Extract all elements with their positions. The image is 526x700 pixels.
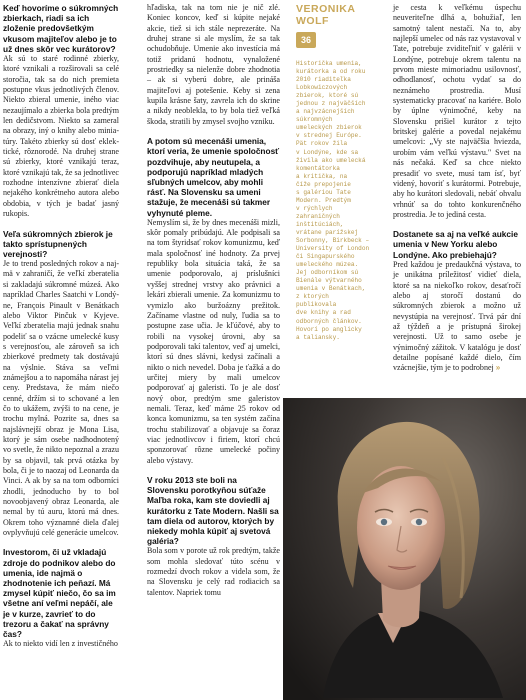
- answer-public-access: Je to trend posledných rokov a najmä v zahraničí, že veľkí zberatelia si zakladajú súkromné múzeá. Ako napríklad Charles Saatchi v Londýne, François Pinault v Benátkach alebo Viktor Pinčuk v Kyjeve. Veľkí zberatelia majú jednak snahu podeliť sa o vzácne umelecké kusy s verejnosťou, ale zároveň sa ich zbierkové predmety tak dostávajú na výslnie. Stáva sa veľmi známejšou a to napomáha nárast jej ceny. Predstava, že mám niečo cenné, držím si to schované a len čo to ukážem, zvýši to na cene, je trochu mylná. Pozrite sa, dnes sa najslávnejší obraz je Mona Lisa, ktorý je sám osebe nadhodnotený vo svetle, že nikto nepoznal a zrazu by sa objavil, tak prvá otázka by bola, či je to naozaj od Leonarda da Vinci. A ak by sa na tom odborníci zhodli, jednoducho by to bol novoobjavený obraz Leonarda, ale nemal by tú auru, ktorú má dnes. Okrem toho významné diela ďalej ovplyvňujú celé generácie umelcov.: [3, 259, 119, 538]
- answer-painting-of-year-cont: je cesta k veľkému úspechu neuveriteľne dlhá a, bohužiaľ, len samotný talent nestačí. Na to, aby najlepší umelec od nás raz vystavoval v Tate, potrebuje zviditeľniť v galérii v Londýne, potrebuje okrem talentu na prvom mieste mimoriadnu usilovnosť, odhodlanosť, ochotu vydať sa do neznámeho prostredia. Musí systematicky pracovať na kariére. Bolo by úplne výnimočné, keby na Slovensku prišiel kurátor z tejto britskej galérie a povedal nejakému umelcovi: „Vy ste najväčšia hviezda, urobím vám veľkú výstavu." Svet na nás nečaká. Keď sa chce niekto presadiť vo svete, musí tam ísť, byť videný, hovoriť s kurátormi. Potrebuje, aby ho kurátori sledovali, nebáť ohvalu vrhnúť sa do tohto konkurenčného prostredia. Je to jediná cesta.: [393, 3, 521, 219]
- answer-collections: Ak sú to staré rodinné zbierky, ktoré vznikali a rozširovali sa celé storočia, tak sa do nich premieta postupne vkus jednotlivých členov. Niekto zbieral umenie, iného viac nezaujímalo a zbierka bola predtým len dedičstvom. Niekto sa zameral na obrazy, iný o knihy alebo miniatúry. Takéto zbierky sú dosť eklektické, rôznorodé. Na druhej strane sú zbierky, ktoré vznikajú teraz, ktoré vznikajú tak, že sa jednotlivec rozhodne intenzívne zbierať diela nejakého konkrétneho autora alebo obdobia, v tých je badať jasný rukopis.: [3, 54, 119, 219]
- answer-patrons: Nemyslím si, že by dnes mecenáši mizli, skôr pomaly pribúdajú. Ale podpisali sa na tom štyridsať rokov komunizmu, keď mala spoločnosť iné hodnoty. Za prvej republiky bola situácia taká, že sa umenie podporovalo, aj príslušníci vyššej strednej vrstvy ako právnici a lekári zbierali umenie. Za komunizmu to vymizlo ako buržoázny prežitok. Začíname vlastne od nuly, ľudia sa to postupne zase učia. Je kľúčové, aby to robili na vysokej úrovni, aby sa podporovali takí talentov, veď aj umelci, ktorí sú dnes slávni, kedysi začínali a nikto o nich nevedel. Doba je ťažká a do určitej miery by mali umelcov podporovať aj galeristi. To je ale dosť nový obor, predtým sme galeristov nemali. Teraz, keď máme 25 rokov od konca komunizmu, sa ten systém začína trochu stabilizovať a objavuje sa čoraz viac jednotlivcov i firiem, ktorí chcú sponzorovať rôzne umelecké počiny alebo výstavy.: [147, 217, 280, 465]
- answer-auctions-text: Pred každou je predaukčná výstava, to je unikátna príležitosť vidieť diela, ktoré sa na niekoľko rokov, desaťročí alebo aj storočí dostanú do súkromných zbierok a možno už nevystúpia na verejnosť. Trvá pár dní až týždeň a je prístupná širokej verejnosti. Už to samo osebe je výnimočný zážitok. V katalógu je dosť detailne popísané každé dielo, čím vzácnejšie, tým je to podrobnej: [393, 259, 521, 373]
- column-4: [393, 3, 521, 374]
- age-badge: 36: [296, 32, 316, 48]
- answer-auctions: [393, 260, 521, 374]
- column-2: [147, 3, 280, 598]
- question-public-access: Veľa súkromných zbierok je takto sprístupnených verejnosti?: [3, 228, 113, 259]
- portrait-photo: [283, 398, 526, 700]
- answer-investors-cont: hľadiska, tak na tom nie je nič zlé. Koniec koncov, keď si kúpite nejaké akcie, tiež si ich stále neprezeráte. Na druhej strane si ale myslím, že sa tak ochudobňuje. Umenie ako investícia má totiž pridanú hodnotu, vynaložené prostriedky sa nielenže dobre zhodnotia – ak si vyberú dobre, ale prináša majiteľovi aj potešenie. Keby si zena kupila krásne šaty, zavrela ich do skrine a nikdy neoblekla, to by bola tiež veľká škoda, stratili by zmysel svojho vzniku.: [147, 3, 280, 126]
- question-patrons: A potom sú mecenáši umenia, ktorí veria, že umenie spoločnosť pozdvihuje, aby neutupela, a podporujú napríklad mladých sľubných umelcov, aby mohli rásť. Na Slovensku sa umeni stažuje, že mecenáši sú takmer vyhynuté pleme.: [147, 136, 280, 218]
- question-collections: Keď hovoríme o súkromných zbierkach, riadi sa ich zloženie predovšetkým vkusom majiteľov alebo je to už dnes skôr vec kurátorov?: [3, 3, 119, 54]
- answer-painting-of-year-start: Bola som v porote už rok predtým, takže som mohla sledovať túto scénu v rozmedzí dvoch rokov a videla som, že na Slovensku je celý rad rodiacich sa talentov. Napriek tomu: [147, 546, 280, 597]
- profile-last-name: WOLF: [296, 15, 329, 27]
- question-painting-of-year: V roku 2013 ste boli na Slovensku porotkyňou súťaže Maľba roka, kam ste doviedli aj kurátorku z Tate Modern. Našli sa tam diela od autorov, ktorých by niekedy mohla kúpiť aj svetová galéria?: [147, 475, 279, 547]
- portrait-illustration: [283, 398, 526, 700]
- answer-investors-start: Ak to niekto vidí len z investičného: [3, 639, 118, 649]
- question-auctions: Dostanete sa aj na veľké aukcie umenia v New Yorku alebo Londýne. Ako prebiehajú?: [393, 229, 518, 260]
- profile-first-name: VERONIKA: [296, 3, 356, 15]
- profile-bio: Historička umenia, kurátorka a od roku 2010 riaditeľka Lobkowiczových zbierok, ktoré sú jednou z najväčších a najvzácnejších súkromných umeleckých zbierok v strednej Európe. Pät rokov žila v Londýne, kde sa živila ako umelecká komentátorka a kritička, na číže prepojenie s galériou Tate Modern. Predtým v rýchlych zahraničných inštitúciách, vrátane parížskej Sorbonny, Birkbeck – University of London či Singapurského umeleckého múzea. Jej odborníkom sú Bienále výtvarného umenia v Benátkach, z ktorých publikovala dve knihy a rad odborných článkov. Hovorí po anglicky a taliansky.: [296, 60, 370, 341]
- profile-sidebar: [296, 3, 388, 342]
- continued-arrow-icon: »: [495, 363, 501, 373]
- column-1: [3, 3, 119, 650]
- question-investors: Investorom, či už vkladajú zdroje do podnikov alebo do umenia, ide najmä o zhodnotenie ich peňazí. Má zmysel kúpiť niečo, čo sa im všetne aní veľmi nepáčí, ale je v kurze, zavrieť to do trezoru a čakať na správny čas?: [3, 547, 116, 640]
